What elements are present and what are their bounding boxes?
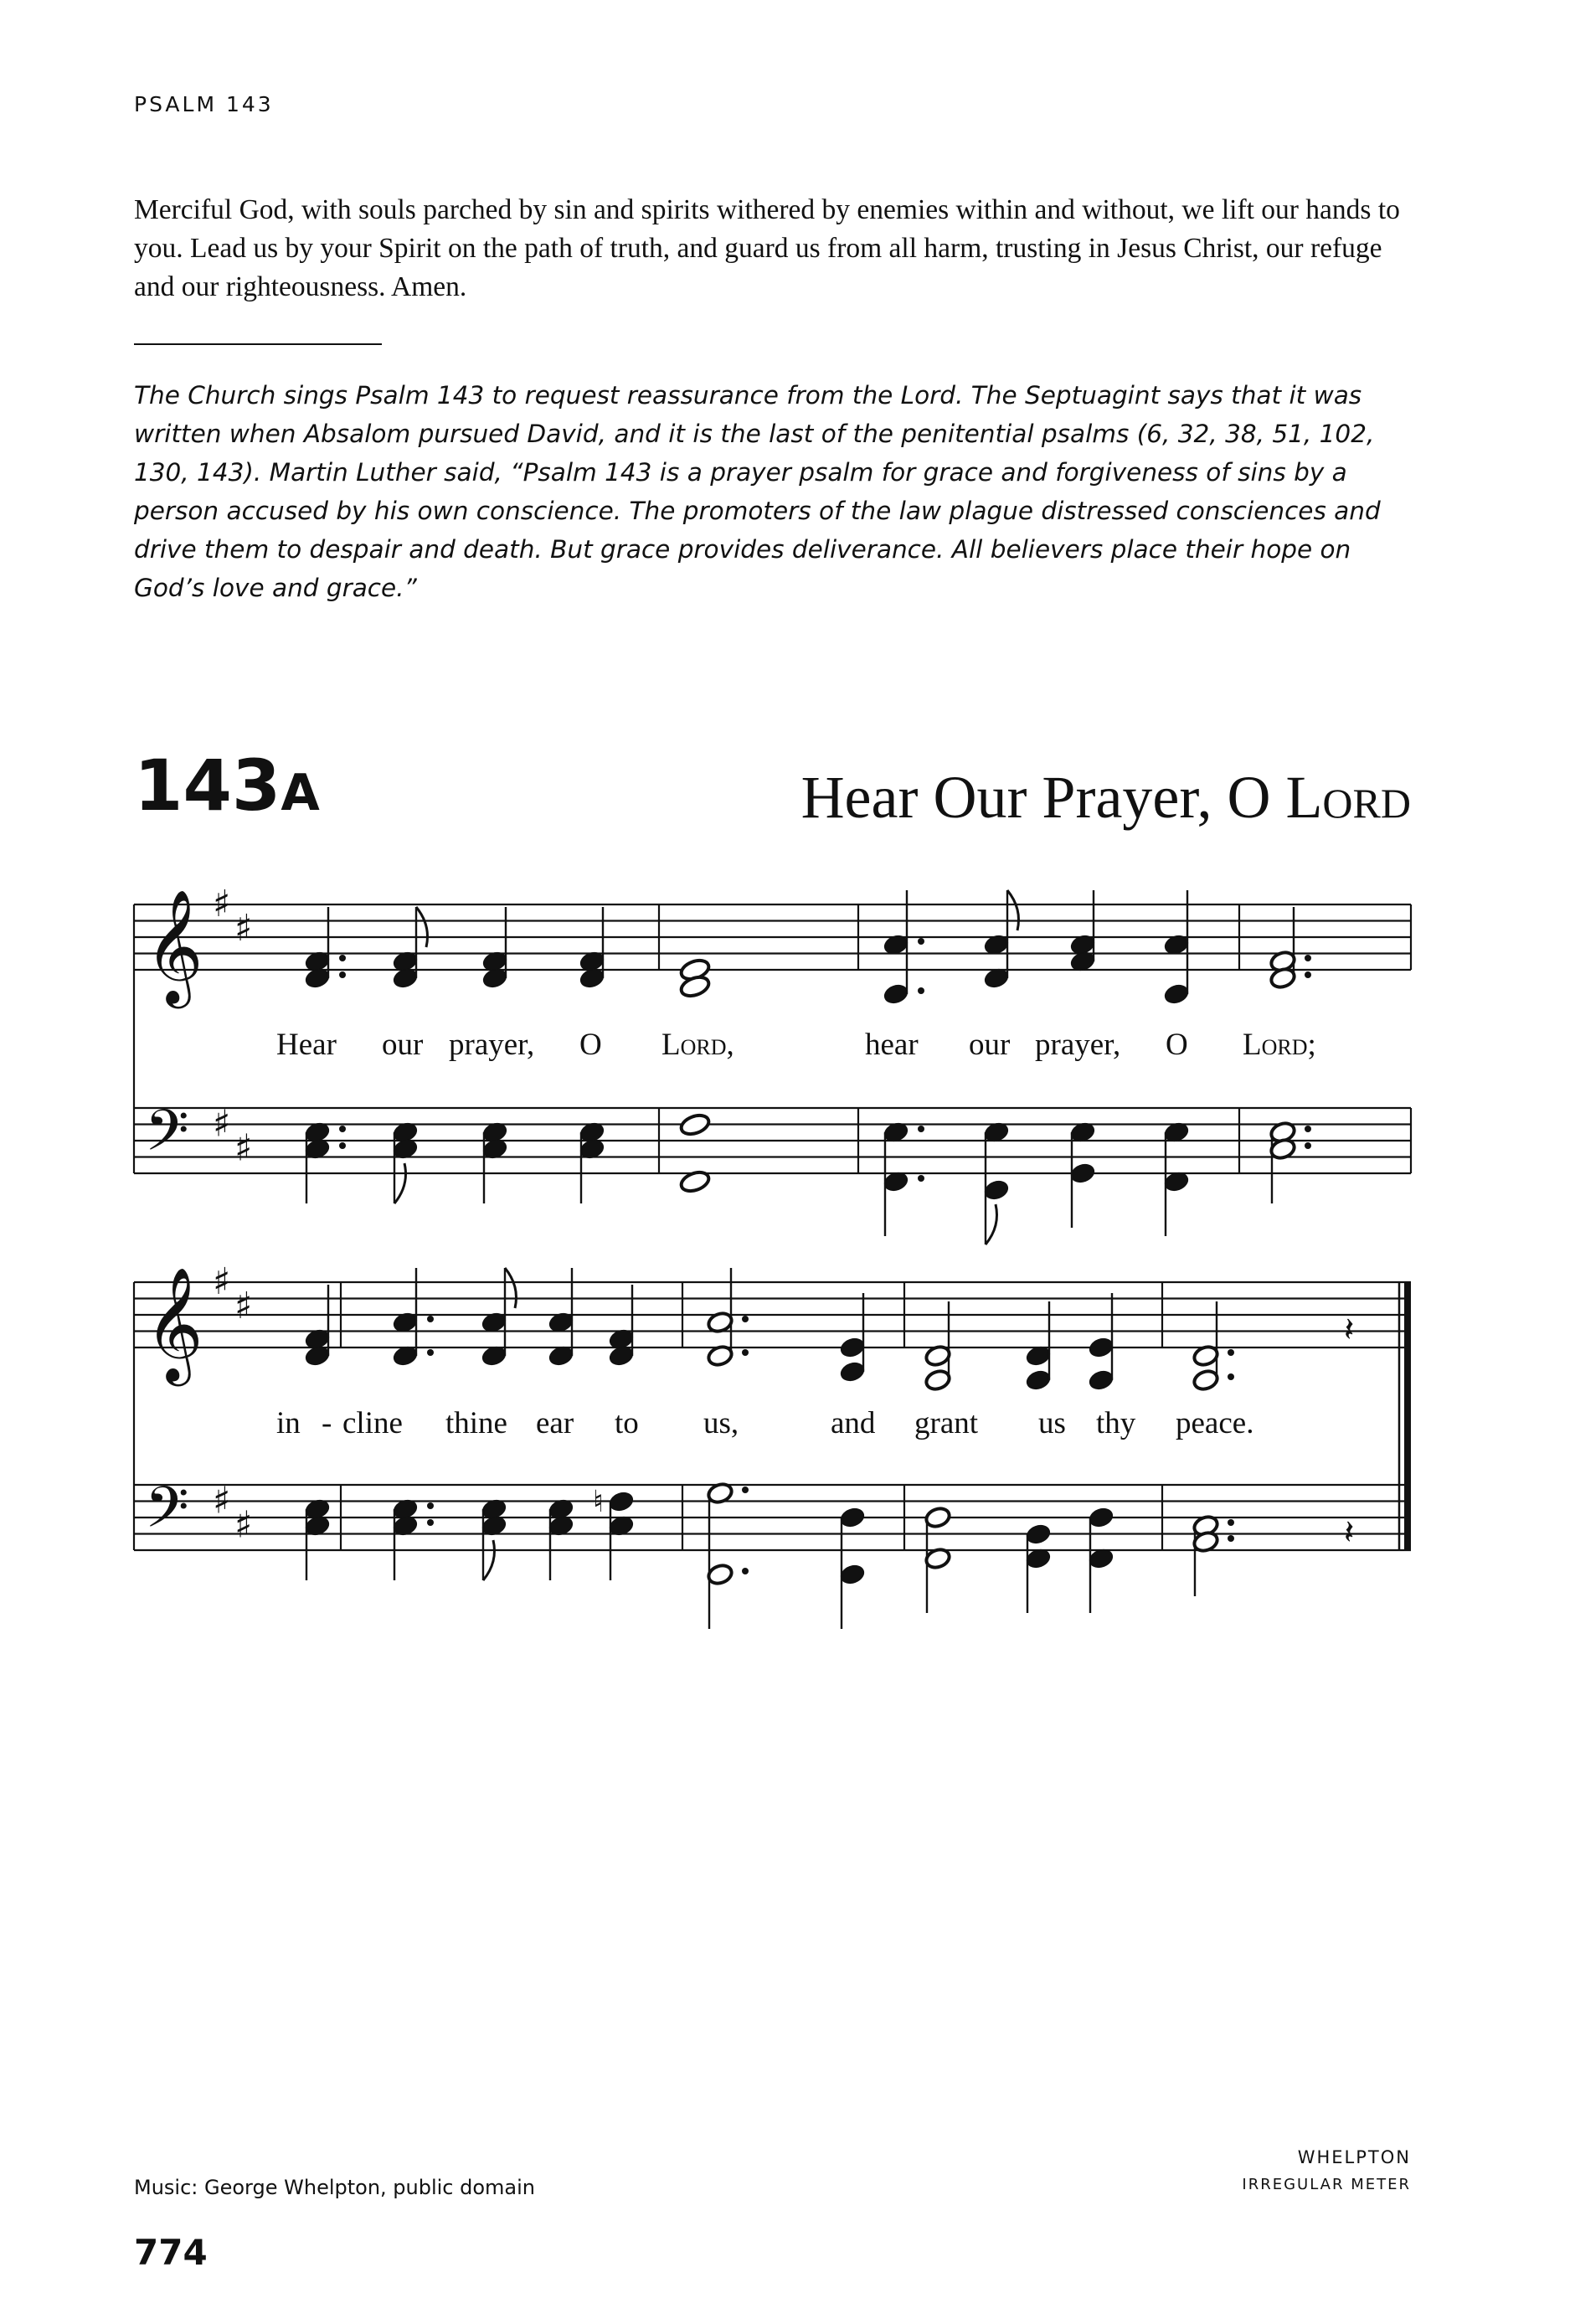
notehead	[1068, 1162, 1096, 1185]
notehead	[1087, 1506, 1114, 1529]
hymn-title-text: Hear Our Prayer, O	[800, 764, 1286, 831]
augmentation-dot	[1228, 1519, 1234, 1526]
sharp-sign-icon: ♯	[213, 1260, 231, 1303]
augmentation-dot	[742, 1349, 749, 1356]
lyric-word-lord: Lord,	[661, 1028, 734, 1062]
notehead	[838, 1336, 866, 1359]
lyric-word-lord: Lord;	[1243, 1028, 1316, 1062]
lyric-word: peace.	[1176, 1406, 1254, 1440]
lyric-word: us	[1038, 1406, 1066, 1440]
bass-clef-icon: 𝄢	[145, 1098, 189, 1178]
eighth-flag	[986, 1204, 997, 1244]
augmentation-dot	[427, 1316, 434, 1322]
lyric-word: to	[615, 1406, 639, 1440]
sharp-sign-icon: ♯	[213, 1479, 231, 1523]
notehead	[838, 1506, 866, 1529]
augmentation-dot	[1228, 1373, 1234, 1380]
sharp-sign-icon: ♯	[213, 882, 231, 925]
notehead	[924, 1368, 951, 1392]
augmentation-dot	[427, 1502, 434, 1509]
notehead	[706, 1563, 734, 1586]
music-credit: Music: George Whelpton, public domain	[134, 2176, 536, 2199]
lyric-word: thy	[1096, 1406, 1136, 1440]
notehead	[838, 1360, 866, 1384]
augmentation-dot	[1305, 1126, 1311, 1132]
lyric-word: us,	[703, 1406, 739, 1440]
hymn-title-lord: Lord	[1285, 764, 1411, 831]
notehead	[982, 1178, 1010, 1202]
notehead	[1162, 982, 1190, 1006]
lyrics-system-1	[276, 1028, 1316, 1062]
treble-clef-icon: 𝄞	[145, 888, 203, 1003]
running-head: PSALM 143	[134, 92, 274, 116]
augmentation-dot	[918, 938, 924, 945]
notehead	[1024, 1523, 1052, 1546]
augmentation-dot	[742, 1568, 749, 1574]
tune-name: WHELPTON	[1297, 2147, 1411, 2167]
augmentation-dot	[339, 971, 346, 978]
notehead	[1087, 1368, 1114, 1392]
lyric-word: O	[1166, 1028, 1188, 1062]
augmentation-dot	[742, 1487, 749, 1493]
lyric-word: prayer,	[1035, 1028, 1121, 1062]
sharp-sign-icon: ♯	[213, 1102, 231, 1146]
sharp-sign-icon: ♯	[234, 907, 253, 951]
augmentation-dot	[427, 1519, 434, 1526]
augmentation-dot	[339, 1126, 346, 1132]
bass-clef-icon: 𝄢	[145, 1475, 189, 1555]
lyric-word: Hear	[276, 1028, 337, 1062]
augmentation-dot	[918, 987, 924, 994]
lyrics-system-2	[276, 1406, 1253, 1440]
lyric-hyphen: -	[322, 1406, 332, 1440]
lyric-word: grant	[914, 1406, 979, 1440]
augmentation-dot	[742, 1316, 749, 1322]
eighth-flag	[394, 1163, 406, 1203]
hymn-number-suffix: A	[281, 764, 320, 822]
eighth-flag	[416, 907, 428, 947]
sharp-sign-icon: ♯	[234, 1285, 253, 1328]
lyric-word: ear	[536, 1406, 574, 1440]
lyric-word: hear	[865, 1028, 919, 1062]
notehead	[1024, 1368, 1052, 1392]
treble-clef-icon: 𝄞	[145, 1265, 203, 1381]
notehead	[882, 982, 909, 1006]
notehead	[838, 1563, 866, 1586]
notehead	[1087, 1336, 1114, 1359]
eighth-flag	[505, 1268, 517, 1308]
sharp-sign-icon: ♯	[234, 1503, 253, 1547]
eighth-flag	[1007, 890, 1019, 930]
augmentation-dot	[1305, 955, 1311, 961]
notehead	[607, 1490, 635, 1513]
augmentation-dot	[339, 1142, 346, 1149]
meter: IRREGULAR METER	[1242, 2176, 1411, 2193]
notehead	[1192, 1368, 1219, 1392]
augmentation-dot	[918, 1175, 924, 1182]
final-barline-thick	[1404, 1282, 1411, 1550]
lyric-word: thine	[445, 1406, 507, 1440]
augmentation-dot	[1305, 971, 1311, 978]
lyric-word: in	[276, 1406, 301, 1440]
quarter-rest-icon: 𝄽	[1344, 1311, 1355, 1349]
augmentation-dot	[1305, 1142, 1311, 1149]
notehead	[679, 1112, 712, 1137]
sharp-sign-icon: ♯	[234, 1126, 253, 1170]
quarter-rest-icon: 𝄽	[1344, 1513, 1355, 1552]
notehead	[924, 1506, 951, 1529]
augmentation-dot	[1228, 1349, 1234, 1356]
lyric-word: our	[969, 1028, 1011, 1062]
lyric-word: our	[382, 1028, 424, 1062]
augmentation-dot	[339, 955, 346, 961]
lyric-word: cline	[342, 1406, 403, 1440]
augmentation-dot	[918, 1126, 924, 1132]
lyric-word: O	[579, 1028, 602, 1062]
closing-prayer: Merciful God, with souls parched by sin and spirits withered by enemies within and without, we lift our hands to you. Lead us by your Spirit on the path of truth, and guard us from all harm, trusting in Jesus Christ, our refuge and our righteousness. Amen.	[134, 194, 1400, 302]
psalm-commentary: The Church sings Psalm 143 to request reassurance from the Lord. The Septuagint says that it was written when Absalom pursued David, and it is the last of the penitential psalms (6, 32, 38, 51, 102, 130, 143). Martin Luther said, “Psalm 143 is a prayer psalm for grace and forgiveness of sins by a person accused by his own conscience. The promoters of the law plague distressed consciences and drive them to despair and death. But grace provides deliverance. All believers place their hope on God’s love and grace.”	[134, 381, 1381, 602]
augmentation-dot	[1228, 1535, 1234, 1542]
lyric-word: prayer,	[449, 1028, 535, 1062]
page-number: 774	[134, 2232, 208, 2273]
lyric-word: and	[831, 1406, 876, 1440]
hymn-number-digits: 143	[134, 745, 281, 827]
eighth-flag	[483, 1540, 495, 1580]
augmentation-dot	[427, 1349, 434, 1356]
natural-sign-icon: ♮	[593, 1485, 604, 1519]
